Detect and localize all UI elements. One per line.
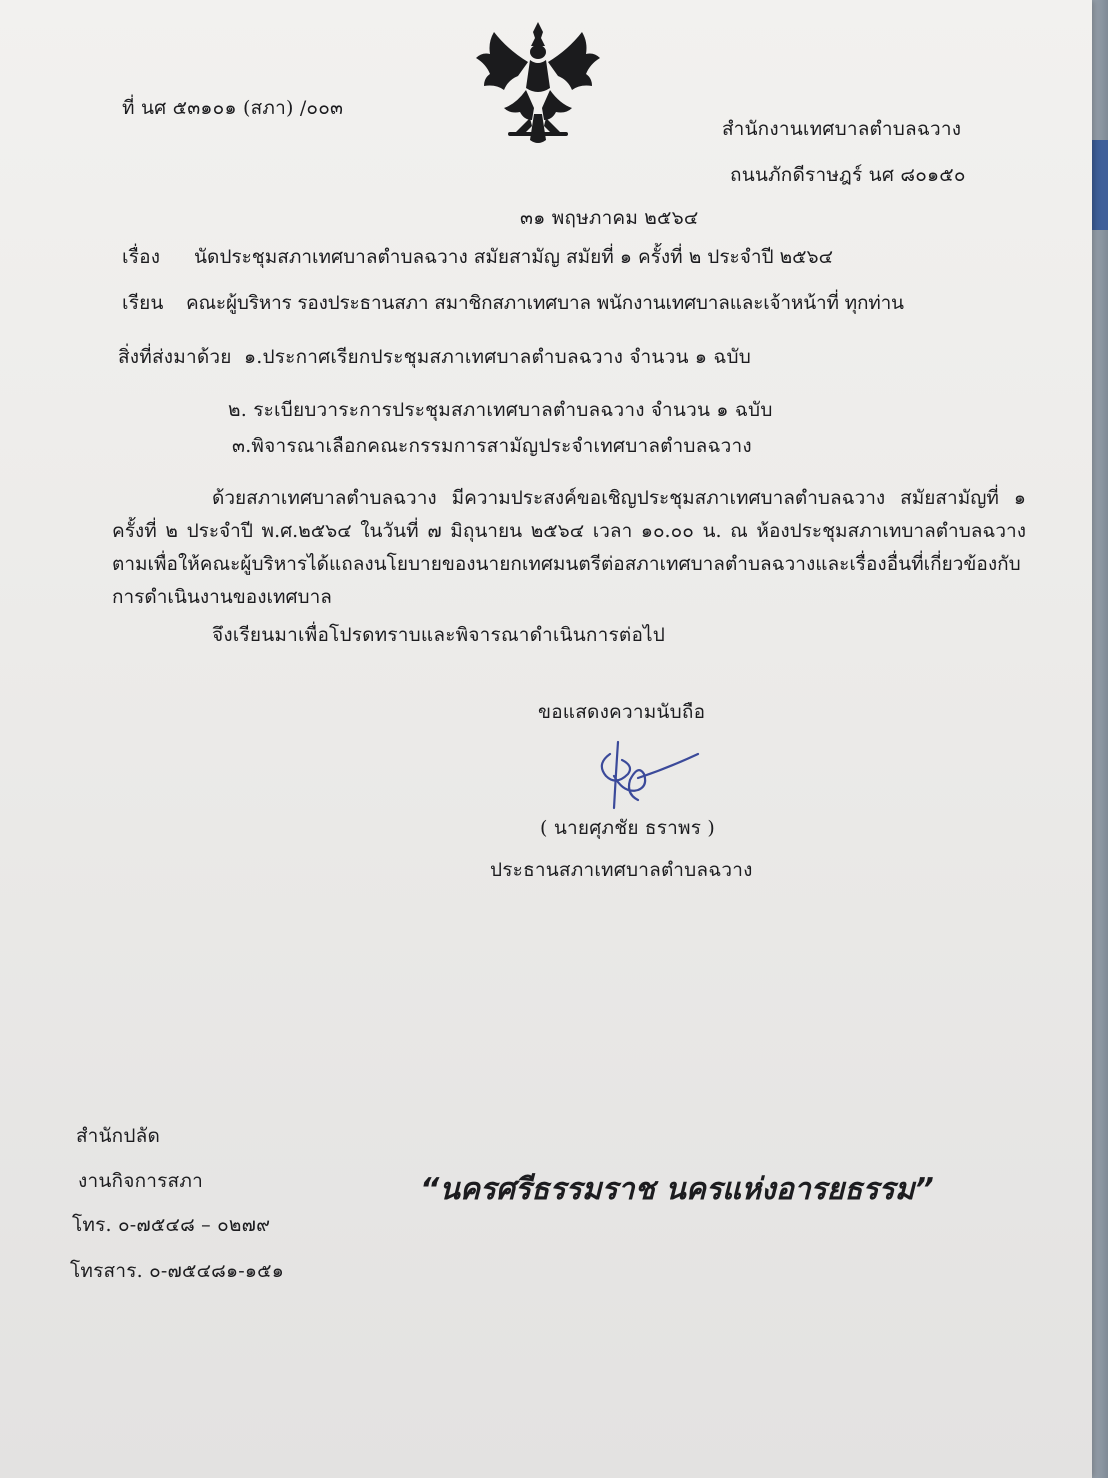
recipient-label: เรียน bbox=[122, 292, 164, 314]
enclosure-item: ๑.ประกาศเรียกประชุมสภาเทศบาลตำบลฉวาง จำนวน ๑ ฉบับ bbox=[244, 346, 752, 368]
enclosure-item: ๒. ระเบียบวาระการประชุมสภาเทศบาลตำบลฉวาง จำนวน ๑ ฉบับ bbox=[228, 399, 773, 421]
recipient-text: คณะผู้บริหาร รองประธานสภา สมาชิกสภาเทศบาล พนักงานเทศบาลและเจ้าหน้าที่ ทุกท่าน bbox=[186, 292, 904, 314]
footer-phone: โทร. ๐-๗๕๔๘ – ๐๒๗๙ bbox=[72, 1214, 271, 1236]
letter-date: ๓๑ พฤษภาคม ๒๕๖๔ bbox=[520, 207, 699, 229]
letter-body: ด้วยสภาเทศบาลตำบลฉวาง มีความประสงค์ขอเชิญประชุมสภาเทศบาลตำบลฉวาง สมัยสามัญที่ ๑ ครั้งที่ ๒ ประจำปี พ.ศ.๒๕๖๔ ในวันที่ ๗ มิถุนายน ๒๕๖๔ เวลา ๑๐.๐๐ น. ณ ห้องประชุมสภาเทบาลตำบลฉวาง ตามเพื่อให้คณะผู้บริหารได้แถลงนโยบายของนายกเทศมนตรีต่อสภาเทศบาลตำบลฉวางและเรื่องอื่นที่เกี่ยวข้องกับการดำเนินงานของเทศบาล bbox=[112, 487, 1026, 608]
sender-office: สำนักงานเทศบาลตำบลฉวาง bbox=[722, 118, 962, 140]
reference-number: ที่ นศ ๕๓๑๐๑ (สภา) /๐๐๓ bbox=[122, 97, 344, 119]
city-slogan: “นครศรีธรรมราช นครแห่งอารยธรรม” bbox=[420, 1172, 934, 1207]
enclosure-item: ๓.พิจารณาเลือกคณะกรรมการสามัญประจำเทศบาลตำบลฉวาง bbox=[232, 435, 752, 457]
garuda-emblem-icon bbox=[468, 14, 608, 154]
enclosures-label: สิ่งที่ส่งมาด้วย bbox=[118, 346, 232, 368]
complimentary-close: ขอแสดงความนับถือ bbox=[538, 701, 706, 723]
subject-text: นัดประชุมสภาเทศบาลตำบลฉวาง สมัยสามัญ สมัยที่ ๑ ครั้งที่ ๒ ประจำปี ๒๕๖๔ bbox=[194, 246, 833, 268]
signer-title: ประธานสภาเทศบาลตำบลฉวาง bbox=[490, 859, 753, 881]
subject-label: เรื่อง bbox=[122, 246, 161, 268]
footer-section: งานกิจการสภา bbox=[78, 1170, 203, 1192]
sender-address: ถนนภักดีราษฎร์ นศ ๘๐๑๕๐ bbox=[730, 164, 966, 186]
signer-name: ( นายศุภชัย ธราพร ) bbox=[540, 817, 715, 839]
closing-request: จึงเรียนมาเพื่อโปรดทราบและพิจารณาดำเนินการต่อไป bbox=[212, 624, 666, 646]
footer-department: สำนักปลัด bbox=[76, 1125, 161, 1147]
footer-fax: โทรสาร. ๐-๗๕๔๘๑-๑๕๑ bbox=[70, 1260, 284, 1282]
signature bbox=[590, 736, 710, 816]
